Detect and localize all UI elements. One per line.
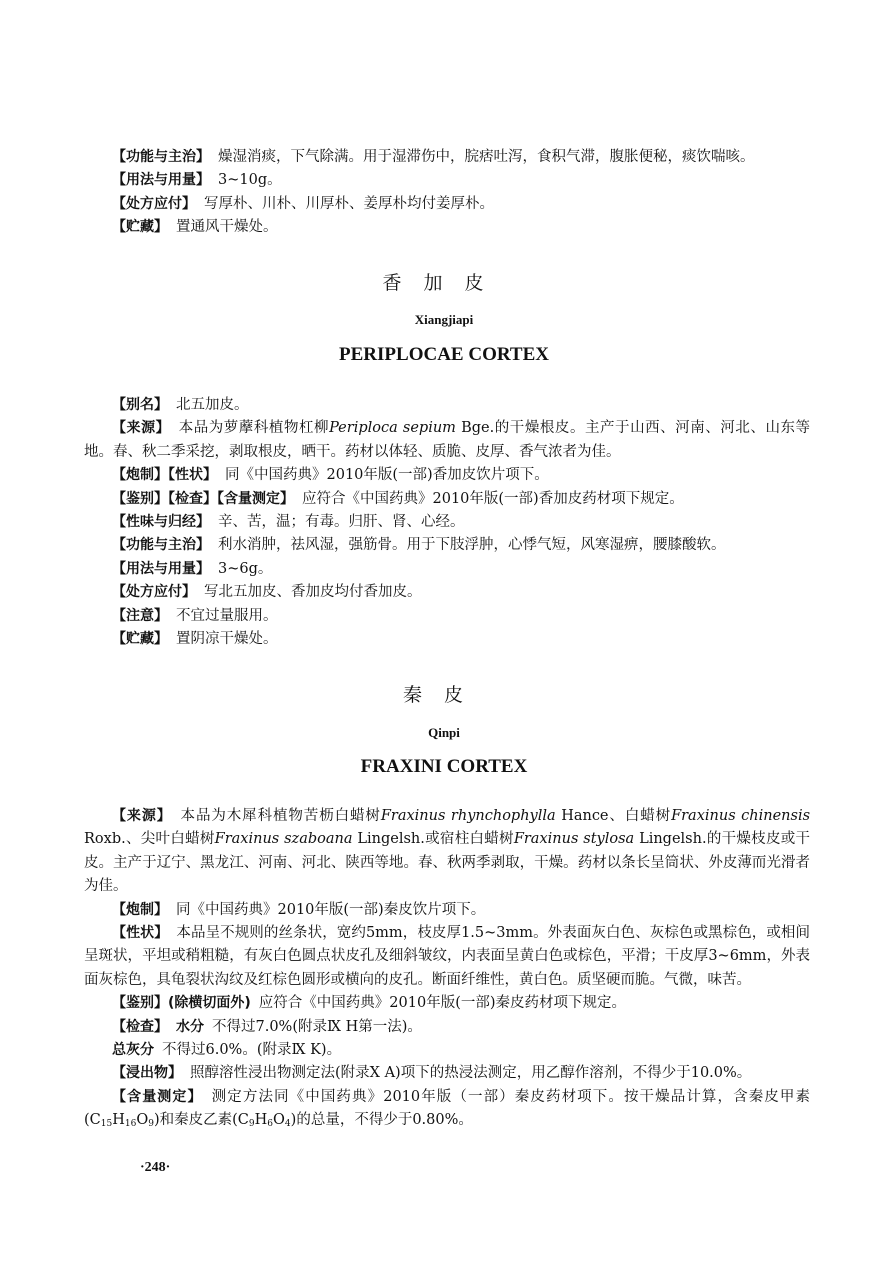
species-name: Fraxinus stylosa <box>513 831 635 848</box>
entry-chufang: 【处方应付】 写北五加皮、香加皮均付香加皮。 <box>112 584 422 601</box>
entry-bieming: 【别名】 北五加皮。 <box>112 397 249 413</box>
entry-zhucang: 【贮藏】 置阴凉干燥处。 <box>112 631 278 648</box>
entry-yongfa: 【用法与用量】 3~6g。 <box>112 560 273 577</box>
monograph-title-cn: 香加皮 <box>382 272 506 294</box>
qinpi-body <box>84 805 810 1133</box>
entry-paozhi: 【炮制】 同《中国药典》2010年版(一部)秦皮饮片项下。 <box>112 901 486 918</box>
species-name: Fraxinus szaboana <box>214 831 353 848</box>
formula-esculetin: $C_9H_6O_4$ <box>237 1112 291 1130</box>
entry-gongneng: 【功能与主治】 利水消肿，祛风湿，强筋骨。用于下肢浮肿，心悸气短，风寒湿痹，腰膝酸软。 <box>112 537 726 554</box>
monograph-title-pinyin: Qinpi <box>428 725 460 740</box>
entry-laiyuan: 【来源】 本品为萝藦科植物杠柳Periploca sepium Bge.的干燥根皮。主产于山西、河南、河北、山东等地。春、秋二季采挖，剥取根皮，晒干。药材以体轻、质脆、皮厚、香气浓者为佳。 <box>84 420 811 460</box>
entry-xingwei: 【性味与归经】 辛、苦，温；有毒。归肝、肾、心经。 <box>112 514 465 531</box>
species-name: Fraxinus rhynchophylla <box>380 808 556 824</box>
entry-hanliang: 【含量测定】 测定方法同《中国药典》2010年版（一部）秦皮药材项下。按干燥品计算，含秦皮甲素$(C_{15}H_{16}O_9)$和秦皮乙素$(C_9H_6O_4)$的总量，不得少于0.80%。 <box>84 1088 810 1130</box>
xiangjiapi-body <box>84 394 810 651</box>
entry-xingzhuang: 【性状】 本品呈不规则的丝条状，宽约5mm，枝皮厚1.5~3mm。外表面灰白色、灰棕色或黑棕色，或相间呈斑状，平坦或稍粗糙，有灰白色圆点状皮孔及细斜皱纹，内表面呈黄白色或棕色，平滑；干皮厚3~6mm，外表面灰棕色，具龟裂状沟纹及红棕色圆形或横向的皮孔。断面纤维性，黄白色。质坚硬而脆。气微，味苦。 <box>84 925 811 988</box>
monograph-title-latin: PERIPLOCAE CORTEX <box>339 344 549 365</box>
formula-esculin: $C_{15}H_{16}O_9$ <box>89 1112 154 1130</box>
entry-laiyuan: 【来源】 本品为木犀科植物苦枥白蜡树Fraxinus rhynchophylla Hance、白蜡树Fraxinus chinensis Roxb.、尖叶白蜡树Fraxinus szaboana Lingelsh.或宿柱白蜡树Fraxinus stylosa Lingelsh.的干燥枝皮或干皮。主产于辽宁、黑龙江、河南、河北、陕西等地。春、秋两季剥取，干燥。药材以条长呈筒状、外皮薄而光滑者为佳。 <box>84 808 811 895</box>
entry-zhucang: 【贮藏】 置通风干燥处。 <box>112 219 278 236</box>
prev-entry-tail <box>84 146 810 240</box>
entry-jinchu: 【浸出物】 照醇溶性浸出物测定法(附录X A)项下的热浸法测定，用乙醇作溶剂，不得少于10.0%。 <box>112 1065 752 1082</box>
monograph-title-latin: FRAXINI CORTEX <box>360 756 528 777</box>
monograph-title-cn: 秦皮 <box>402 684 485 706</box>
monograph-title-pinyin: Xiangjiapi <box>414 312 474 327</box>
species-name: Fraxinus chinensis <box>671 808 811 824</box>
entry-gongneng: 【功能与主治】 燥湿消痰，下气除满。用于湿滞伤中，脘痞吐泻，食积气滞，腹胀便秘，痰饮喘咳。 <box>112 149 755 165</box>
page-number: ·248· <box>140 1160 171 1175</box>
entry-jianbie: 【鉴别】(除横切面外) 应符合《中国药典》2010年版(一部)秦皮药材项下规定。 <box>112 995 627 1012</box>
entry-jianbie: 【鉴别】【检查】【含量测定】 应符合《中国药典》2010年版(一部)香加皮药材项下规定。 <box>112 490 684 507</box>
entry-paozhi: 【炮制】【性状】 同《中国药典》2010年版(一部)香加皮饮片项下。 <box>112 467 549 484</box>
entry-jiancha: 【检查】 水分 不得过7.0%(附录Ⅸ H第一法)。 <box>112 1018 422 1035</box>
entry-yongfa: 【用法与用量】 3~10g。 <box>112 172 282 189</box>
species-name: Periploca sepium <box>329 420 456 437</box>
entry-zonghuifen: 总灰分 不得过6.0%。(附录Ⅸ K)。 <box>112 1042 342 1059</box>
entry-chufang: 【处方应付】 写厚朴、川朴、川厚朴、姜厚朴均付姜厚朴。 <box>112 195 494 212</box>
entry-zhuyi: 【注意】 不宜过量服用。 <box>112 607 278 624</box>
